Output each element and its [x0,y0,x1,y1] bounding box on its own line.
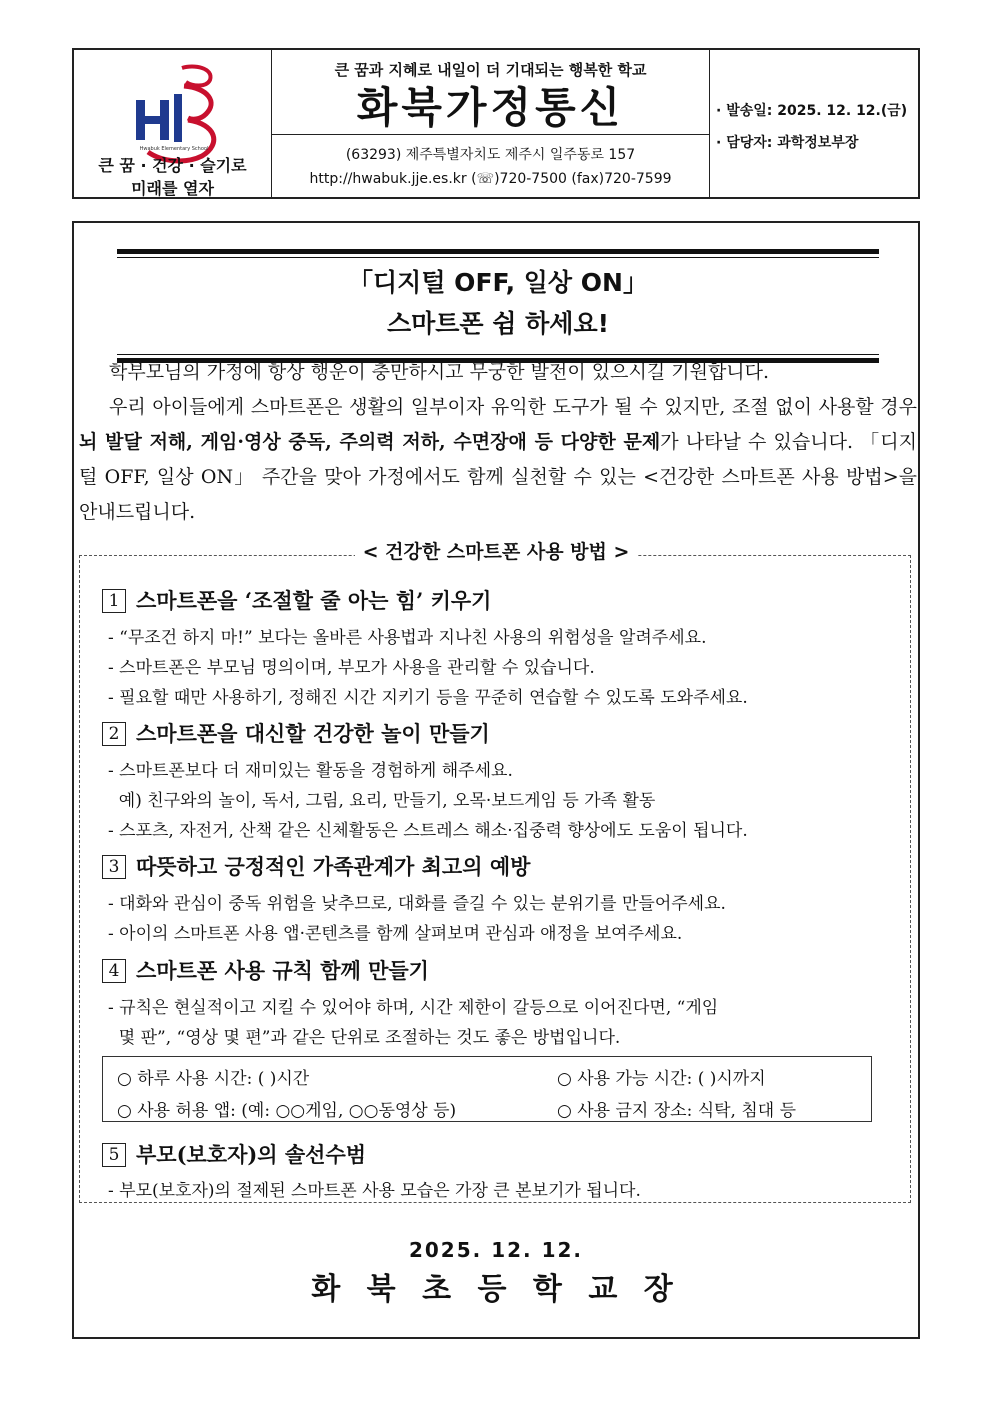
rule-daily-time: ○ 하루 사용 시간: ( )시간 [117,1069,310,1089]
intro-paragraph-1: 학부모님의 가정에 항상 행운이 충만하시고 무궁한 발전이 있으시길 기원합니다. [109,361,770,383]
section-3-title [102,851,530,881]
section-2-title [102,718,490,748]
section-2-number: 2 [102,722,126,746]
motto-line-1: 큰 꿈 · 건강 · 슬기로 [98,156,247,175]
rule-allowed-time: ○ 사용 가능 시간: ( )시까지 [557,1069,766,1089]
letter-body [72,221,920,1339]
section-4-number: 4 [102,959,126,983]
school-motto [74,154,271,200]
logo-cell [74,50,272,197]
list-item: - 스마트폰보다 더 재미있는 활동을 경험하게 해주세요. [108,761,513,781]
section-4-title-text: 스마트폰 사용 규칙 함께 만들기 [136,958,429,983]
school-slogan: 큰 꿈과 지혜로 내일이 더 기대되는 행복한 학교 [334,61,647,79]
contact-line: http://hwabuk.jje.es.kr (☏)720-7500 (fax)720-7599 [309,171,672,187]
rule-allowed-apps: ○ 사용 허용 앱: (예: ○○게임, ○○동영상 등) [117,1101,457,1121]
section-3-number: 3 [102,855,126,879]
banner-line-1: 「디지털 OFF, 일상 ON」 [348,268,648,297]
rule-banned-places: ○ 사용 금지 장소: 식탁, 침대 등 [557,1101,797,1121]
meta-cell [710,50,918,197]
list-item: 몇 판”, “영상 몇 편”과 같은 단위로 조절하는 것도 좋은 방법입니다. [108,1028,621,1048]
list-item: - 필요할 때만 사용하기, 정해진 시간 지키기 등을 꾸준히 연습할 수 있도록 도와주세요. [108,688,748,708]
address: (63293) 제주특별자치도 제주시 일주동로 157 [345,147,636,163]
title-cell [272,50,710,197]
issue-date: · 발송일: 2025. 12. 12.(금) [716,103,908,119]
intro-emphasis: 뇌 발달 저해, 게임·영상 중독, 주의력 저하, 수면장애 등 다양한 문제 [79,431,661,453]
motto-line-2: 미래를 열자 [131,179,214,198]
contact-info [272,134,709,197]
section-4-title [102,955,429,985]
section-1-number: 1 [102,589,126,613]
section-5-number: 5 [102,1143,126,1167]
section-5-title [102,1139,366,1169]
section-5-title-text: 부모(보호자)의 솔선수범 [136,1142,367,1167]
logo-subtext: Hwabuk Elementary School [139,146,209,152]
list-item: - 스포츠, 자전거, 산책 같은 신체활동은 스트레스 해소·집중력 향상에도 도움이 됩니다. [108,821,748,841]
list-item: - “무조건 하지 마!” 보다는 올바른 사용법과 지나친 사용의 위험성을 알려주세요. [108,628,707,648]
list-item: - 아이의 스마트폰 사용 앱·콘텐츠를 함께 살펴보며 관심과 애정을 보여주세요. [108,924,683,944]
letterhead [72,48,920,199]
list-item: 예) 친구와의 놀이, 독서, 그림, 요리, 만들기, 오목·보드게임 등 가족 활동 [108,791,656,811]
list-item: - 스마트폰은 부모님 명의이며, 부모가 사용을 관리할 수 있습니다. [108,658,595,678]
section-1-title-text: 스마트폰을 ‘조절할 줄 아는 힘’ 키우기 [136,588,492,613]
list-item: - 규칙은 현실적이고 지킬 수 있어야 하며, 시간 제한이 갈등으로 이어진다면, “게임 [108,998,719,1018]
principal-signature: 화 북 초 등 학 교 장 [311,1272,681,1307]
list-item: - 대화와 관심이 중독 위험을 낮추므로, 대화를 즐길 수 있는 분위기를 만들어주세요. [108,894,726,914]
intro-paragraph-2 [79,390,917,530]
newsletter-title: 화북가정통신 [356,83,625,132]
section-3-title-text: 따뜻하고 긍정적인 가족관계가 최고의 예방 [136,854,531,879]
manager: · 담당자: 과학정보부장 [716,135,859,151]
intro-text-a: 우리 아이들에게 스마트폰은 생활의 일부이자 유익한 도구가 될 수 있지만, 조절 없이 사용할 경우 [109,396,917,418]
banner-line-2: 스마트폰 쉼 하세요! [386,309,609,338]
intro-text [79,355,917,530]
guide-heading-text: < 건강한 스마트폰 사용 방법 > [355,541,638,563]
intro-text-b: 가 나타날 수 있습니다. 「디지털 OFF, 일상 ON」 주간을 맞아 가정에서도 함께 실천할 수 있는 <건강한 스마트폰 사용 방법>을 안내드립니다. [79,431,918,523]
list-item: - 부모(보호자)의 절제된 스마트폰 사용 모습은 가장 큰 본보기가 됩니다. [108,1181,641,1201]
section-2-title-text: 스마트폰을 대신할 건강한 놀이 만들기 [136,721,490,746]
issue-date-footer: 2025. 12. 12. [408,1238,584,1262]
title-banner [117,249,879,363]
section-1-title [102,585,491,615]
guide-heading [74,537,918,564]
rules-box [102,1056,872,1122]
